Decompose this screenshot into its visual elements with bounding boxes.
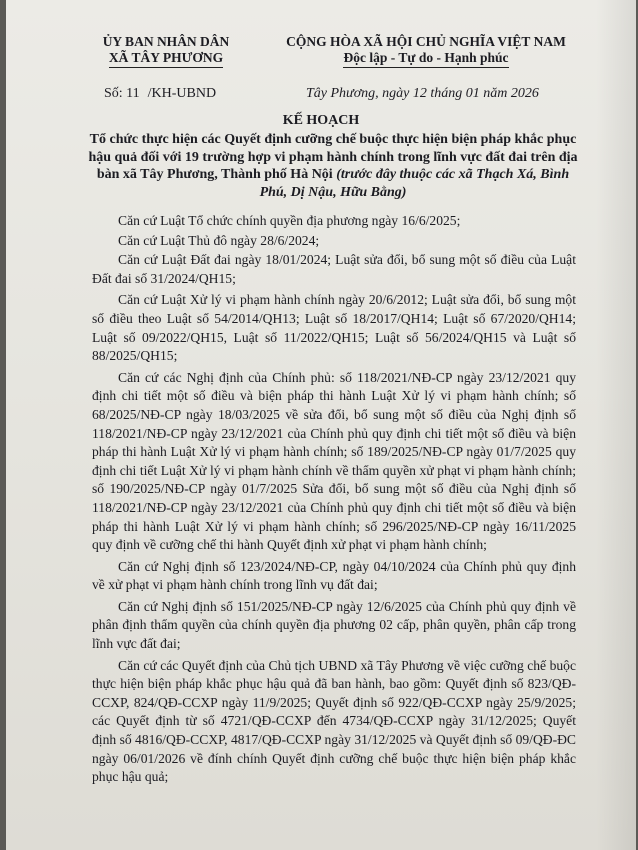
- place-date: Tây Phương, ngày 12 tháng 01 năm 2026: [306, 86, 539, 101]
- paragraph: Căn cứ Luật Xử lý vi phạm hành chính ngày 20/6/2012; Luật sửa đổi, bổ sung một số điều theo Luật số 54/2014/QH13; Luật số 18/2017/QH14; Luật số 67/2020/QH14; Luật số 09/2022/QH15, Luật số 11/2022/QH15; Luật số 56/2024/QH15 và Luật số 88/2025/QH15;: [92, 292, 576, 364]
- paragraph: Căn cứ các Quyết định của Chủ tịch UBND xã Tây Phương về việc cưỡng chế buộc thực hiện biện pháp khắc phục hậu quả đã ban hành, bao gồm: Quyết định số 823/QĐ-CCXP, 824/QĐ-CCXP ngày 11/9/2025; Quyết định số 922/QĐ-CCXP ngày 25/9/2025; các Quyết định từ số 4721/QĐ-CCXP đến 4734/QĐ-CCXP ngày 31/12/2025; Quyết định số 4816/QĐ-CCXP, 4817/QĐ-CCXP ngày 31/12/2025 và Quyết định số 09/QĐ-ĐC ngày 06/01/2026 về đính chính Quyết định cưỡng chế buộc thực hiện biện pháp khắc phục hậu quả;: [92, 657, 576, 785]
- org-line-2: XÃ TÂY PHƯƠNG: [109, 50, 223, 68]
- document-body: [92, 212, 576, 787]
- issuing-organization: [66, 34, 266, 68]
- paragraph: Căn cứ Luật Đất đai ngày 18/01/2024; Luật sửa đổi, bổ sung một số điều của Luật Đất đai số 31/2024/QH15;: [92, 252, 576, 286]
- doc-number-prefix: Số: 11: [104, 86, 140, 101]
- document-subtitle: [88, 131, 578, 201]
- document-page: [6, 0, 636, 850]
- paragraph: Căn cứ Luật Thủ đô ngày 28/6/2024;: [118, 232, 320, 248]
- subtitle-italic: (trước đây thuộc các xã Thạch Xá, Bình Phú, Dị Nậu, Hữu Bằng): [259, 167, 570, 200]
- nation-line-2: Độc lập - Tự do - Hạnh phúc: [343, 50, 508, 68]
- doc-number-suffix: /KH-UBND: [147, 86, 217, 101]
- org-line-1: ỦY BAN NHÂN DÂN: [102, 34, 230, 49]
- subtitle-main: Tổ chức thực hiện các Quyết định cưỡng chế buộc thực hiện biện pháp khắc phục hậu quả đối với 19 trường hợp vi phạm hành chính trong lĩnh vực đất đai trên địa bàn xã Tây Phương, Thành phố Hà Nội: [88, 132, 578, 182]
- national-motto: [256, 34, 596, 68]
- nation-line-1: CỘNG HÒA XÃ HỘI CHỦ NGHĨA VIỆT NAM: [286, 34, 566, 49]
- paragraph: Căn cứ Nghị định số 123/2024/NĐ-CP, ngày 04/10/2024 của Chính phủ quy định về xử phạt vi phạm hành chính trong lĩnh vụ đất đai;: [92, 558, 576, 593]
- paragraph: Căn cứ Luật Tổ chức chính quyền địa phương ngày 16/6/2025;: [118, 213, 461, 228]
- paragraph: Căn cứ các Nghị định của Chính phủ: số 118/2021/NĐ-CP ngày 23/12/2021 quy định chi tiết một số điều và biện pháp thi hành Luật Xử lý vi phạm hành chính; số 68/2025/NĐ-CP ngày 18/03/2025 về sửa đổi, bổ sung một số điều của Nghị định số 118/2021/NĐ-CP ngày 23/12/2021 của Chính phủ quy định chi tiết một số điều và biện pháp thi hành Luật Xử lý vi phạm hành chính; số 189/2025/NĐ-CP ngày 01/7/2025 quy định chi tiết Luật Xử lý vi phạm hành chính về thẩm quyền xử phạt vi phạm hành chính; số 190/2025/NĐ-CP ngày 01/7/2025 Sửa đổi, bổ sung một số điều của Nghị định số 118/2021/NĐ-CP ngày 23/12/2021 của Chính phủ quy định chi tiết một số điều và biện pháp thi hành Luật Xử lý vi phạm hành chính; số 296/2025/NĐ-CP ngày 16/11/2025 quy định về cưỡng chế thi hành Quyết định xử phạt vi phạm hành chính;: [92, 369, 576, 553]
- paragraph: Căn cứ Nghị định số 151/2025/NĐ-CP ngày 12/6/2025 của Chính phủ quy định về phân định thẩm quyền của chính quyền địa phương 02 cấp, phân quyền, phân cấp trong lĩnh vực đất đai;: [92, 598, 576, 652]
- document-title: KẾ HOẠCH: [282, 113, 360, 128]
- document-number: [104, 86, 216, 102]
